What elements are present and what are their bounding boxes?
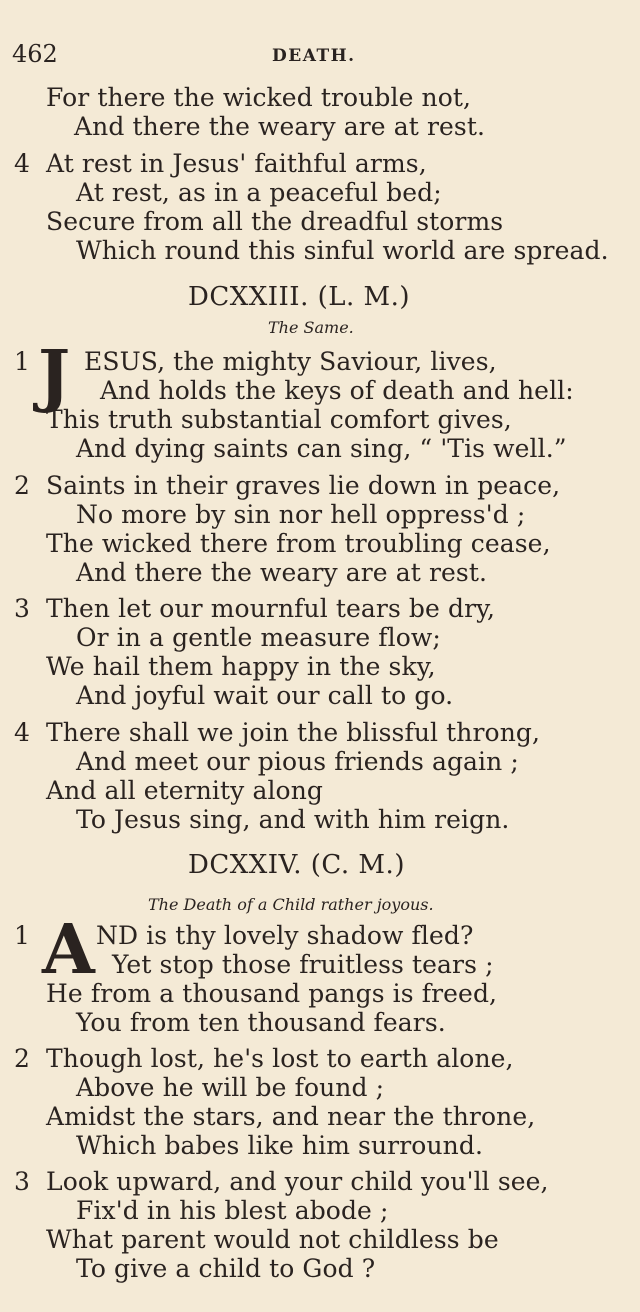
continuation-line: And there the weary are at rest. <box>74 112 486 141</box>
stanza-line: Or in a gentle measure flow; <box>76 623 441 652</box>
stanza-line: This truth substantial comfort gives, <box>46 405 512 434</box>
stanza-line: To give a child to God ? <box>76 1254 376 1283</box>
stanza-number: 3 <box>14 1167 30 1196</box>
stanza-line: Look upward, and your child you'll see, <box>46 1167 549 1196</box>
stanza-line: He from a thousand pangs is freed, <box>46 979 498 1008</box>
stanza-line: Above he will be found ; <box>76 1073 385 1102</box>
drop-cap: J <box>38 336 71 416</box>
stanza-line: We hail them happy in the sky, <box>46 652 436 681</box>
stanza-line: And holds the keys of death and hell: <box>100 376 574 405</box>
stanza-number: 4 <box>14 718 30 747</box>
stanza-line: No more by sin nor hell oppress'd ; <box>76 500 526 529</box>
stanza-line: What parent would not childless be <box>46 1225 499 1254</box>
hymn-title: DCXXIV. (C. M.) <box>188 850 405 880</box>
stanza-line: At rest, as in a peaceful bed; <box>76 178 442 207</box>
stanza-line: Secure from all the dreadful storms <box>46 207 504 236</box>
stanza-line: Which round this sinful world are spread. <box>76 236 609 265</box>
stanza-line: Then let our mournful tears be dry, <box>46 594 496 623</box>
stanza-line: And joyful wait our call to go. <box>76 681 454 710</box>
stanza-number: 1 <box>14 921 30 950</box>
stanza-line: ND is thy lovely shadow fled? <box>96 921 474 950</box>
stanza-number: 4 <box>14 149 30 178</box>
stanza-line: ESUS, the mighty Saviour, lives, <box>84 347 497 376</box>
stanza-line: Which babes like him surround. <box>76 1131 483 1160</box>
stanza-line: Yet stop those fruitless tears ; <box>112 950 494 979</box>
stanza-number: 2 <box>14 1044 30 1073</box>
stanza-line: Fix'd in his blest abode ; <box>76 1196 389 1225</box>
stanza-line: You from ten thousand fears. <box>76 1008 446 1037</box>
stanza-number: 1 <box>14 347 30 376</box>
page-number: 462 <box>12 40 58 68</box>
stanza-number: 3 <box>14 594 30 623</box>
stanza-line: The wicked there from troubling cease, <box>46 529 551 558</box>
stanza-line: At rest in Jesus' faithful arms, <box>46 149 427 178</box>
stanza-line: And there the weary are at rest. <box>76 558 488 587</box>
stanza-line: And dying saints can sing, “ 'Tis well.” <box>76 434 567 463</box>
stanza-line: Though lost, he's lost to earth alone, <box>46 1044 514 1073</box>
stanza-line: And all eternity along <box>46 776 324 805</box>
stanza-line: Amidst the stars, and near the throne, <box>46 1102 536 1131</box>
stanza-line: Saints in their graves lie down in peace, <box>46 471 561 500</box>
running-title: DEATH. <box>272 46 356 66</box>
hymn-title: DCXXIII. (L. M.) <box>188 282 411 312</box>
drop-cap: A <box>42 910 95 990</box>
stanza-number: 2 <box>14 471 30 500</box>
stanza-line: To Jesus sing, and with him reign. <box>76 805 510 834</box>
hymn-subtitle: The Same. <box>268 318 354 337</box>
hymn-subtitle: The Death of a Child rather joyous. <box>148 895 434 914</box>
stanza-line: There shall we join the blissful throng, <box>46 718 541 747</box>
continuation-line: For there the wicked trouble not, <box>46 83 472 112</box>
stanza-line: And meet our pious friends again ; <box>76 747 519 776</box>
